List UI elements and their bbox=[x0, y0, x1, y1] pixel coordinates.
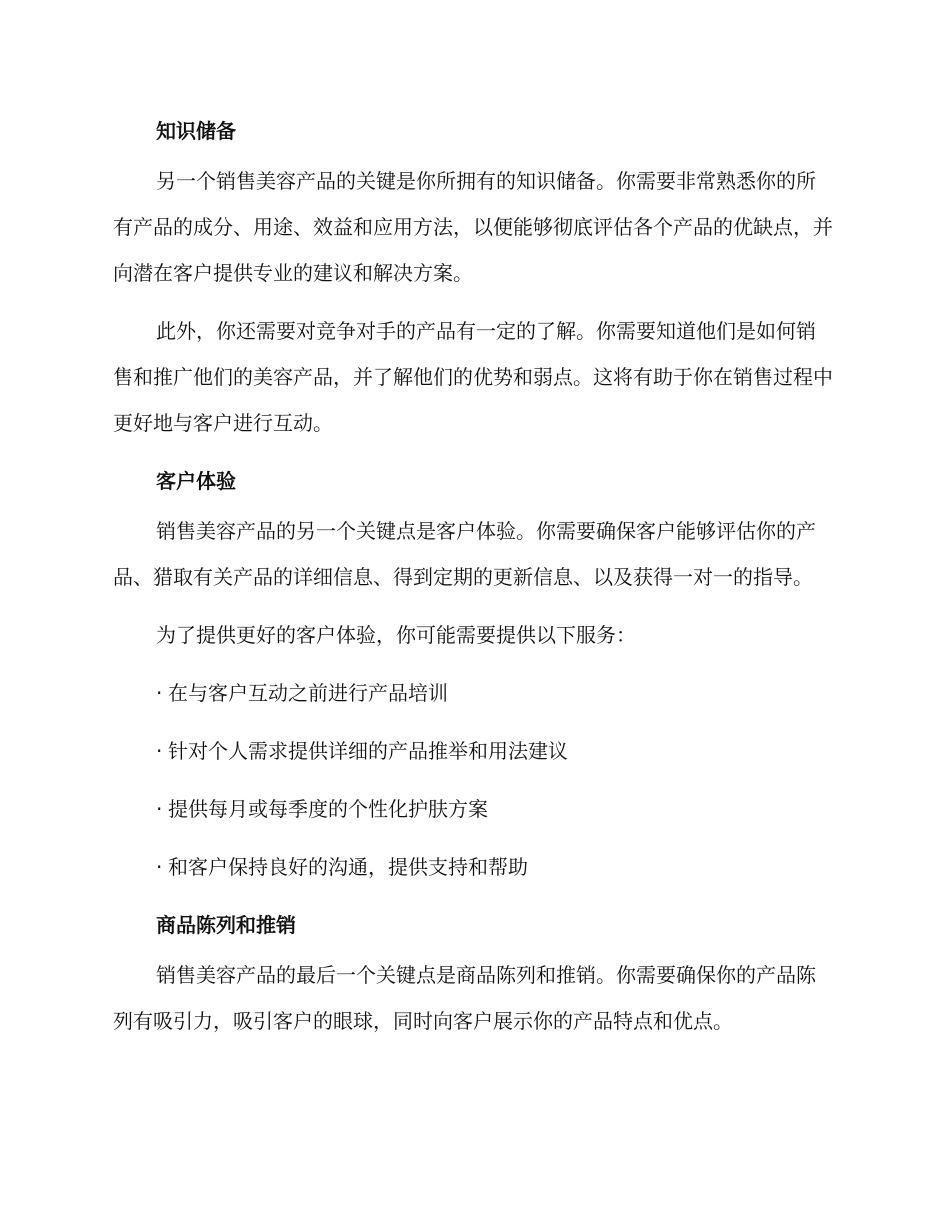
list-item-text: 针对个人需求提供详细的产品推举和用法建议 bbox=[168, 739, 568, 763]
list-item bbox=[113, 844, 835, 890]
paragraph-knowledge-1: 另一个销售美容产品的关键是你所拥有的知识储备。你需要非常熟悉你的所有产品的成分、用途、效益和应用方法，以便能够彻底评估各个产品的优缺点，并向潜在客户提供专业的建议和解决方案。 bbox=[113, 169, 833, 285]
bullet-marker: · bbox=[156, 681, 163, 705]
section-heading-knowledge: 知识储备 bbox=[156, 119, 236, 143]
paragraph-experience-2: 为了提供更好的客户体验，你可能需要提供以下服务： bbox=[156, 623, 636, 647]
list-item-text: 在与客户互动之前进行产品培训 bbox=[168, 681, 448, 705]
list-item bbox=[113, 786, 835, 832]
paragraph-knowledge-2: 此外，你还需要对竞争对手的产品有一定的了解。你需要知道他们是如何销售和推广他们的美容产品，并了解他们的优势和弱点。这将有助于你在销售过程中更好地与客户进行互动。 bbox=[113, 319, 833, 435]
list-item bbox=[113, 728, 835, 774]
section-heading-display: 商品陈列和推销 bbox=[156, 913, 296, 937]
bullet-marker: · bbox=[156, 739, 163, 763]
section-heading-experience: 客户体验 bbox=[156, 469, 236, 493]
paragraph-display-1: 销售美容产品的最后一个关键点是商品陈列和推销。你需要确保你的产品陈列有吸引力，吸引客户的眼球，同时向客户展示你的产品特点和优点。 bbox=[113, 963, 816, 1033]
paragraph-experience-1: 销售美容产品的另一个关键点是客户体验。你需要确保客户能够评估你的产品、猎取有关产品的详细信息、得到定期的更新信息、以及获得一对一的指导。 bbox=[113, 519, 816, 589]
list-item-text: 提供每月或每季度的个性化护肤方案 bbox=[168, 797, 488, 821]
list-item bbox=[113, 670, 835, 716]
bullet-marker: · bbox=[156, 855, 163, 879]
list-item-text: 和客户保持良好的沟通，提供支持和帮助 bbox=[168, 855, 528, 879]
document-body bbox=[113, 108, 835, 1056]
bullet-marker: · bbox=[156, 797, 163, 821]
